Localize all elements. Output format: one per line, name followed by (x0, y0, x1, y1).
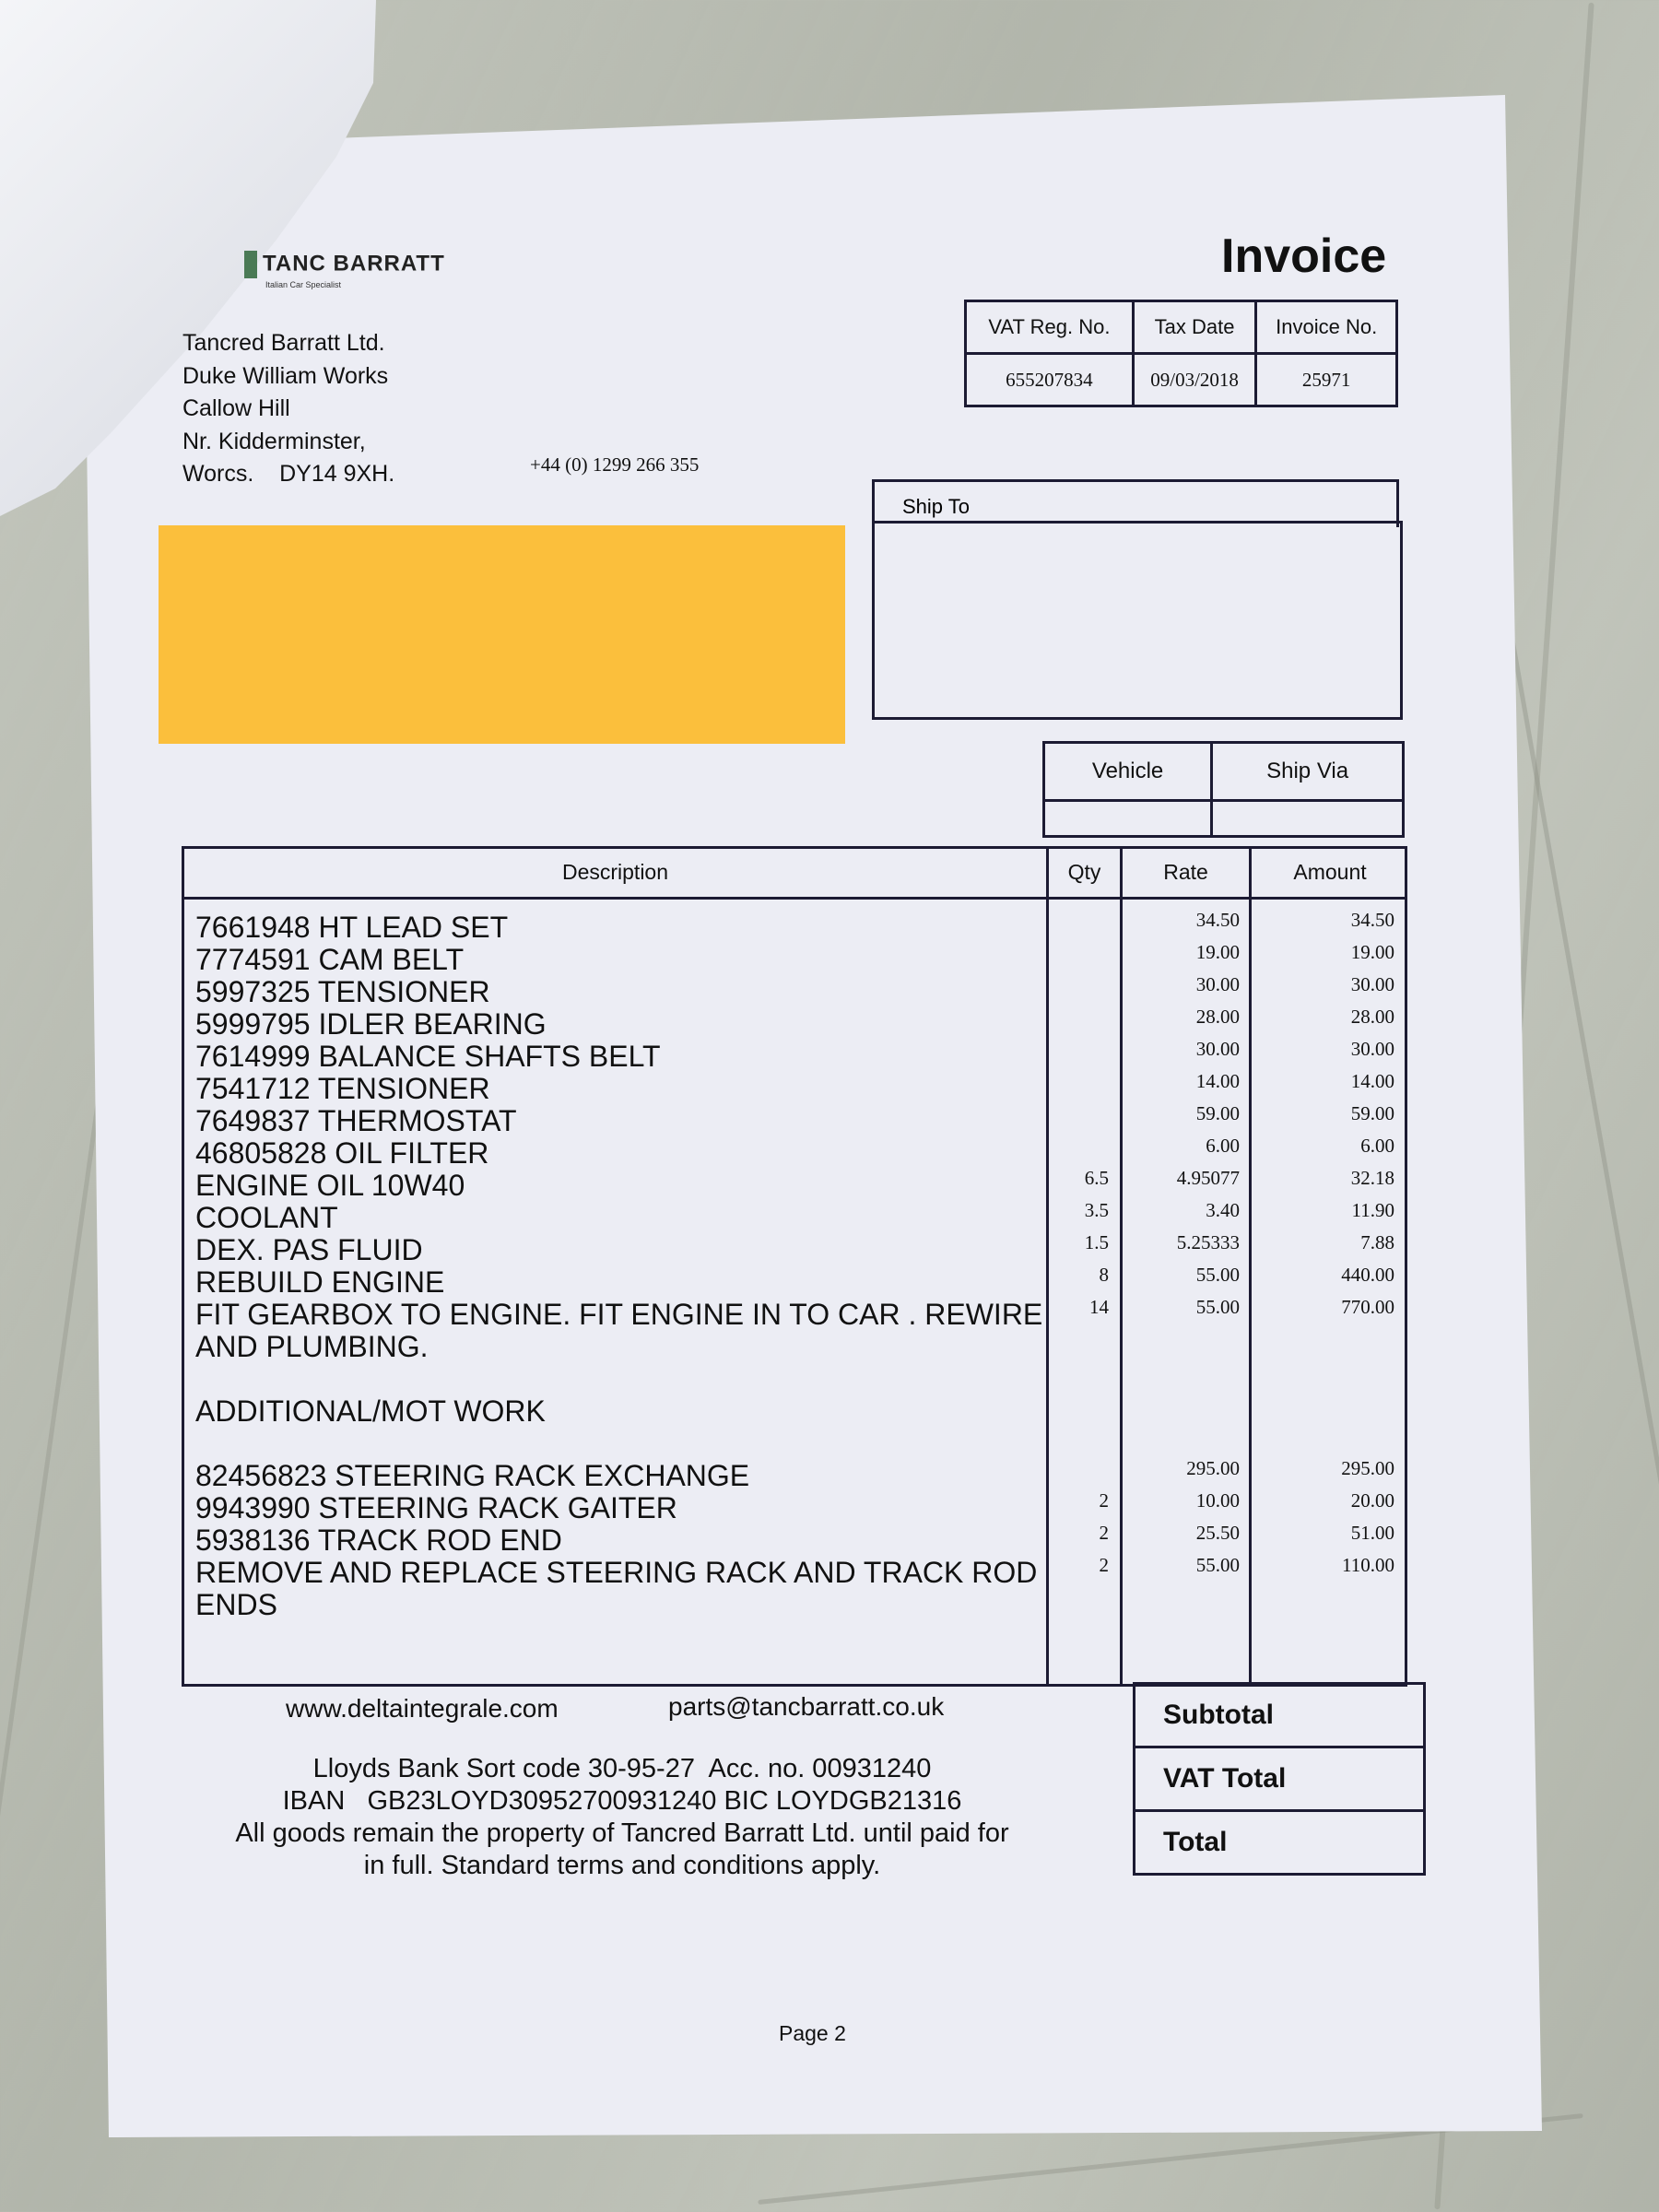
item-rate: 5.25333 (1176, 1231, 1240, 1253)
ship-via-value (1212, 801, 1404, 837)
item-qty (1049, 1065, 1109, 1098)
item-qty (1049, 1453, 1109, 1485)
tax-date-value: 09/03/2018 (1133, 354, 1256, 406)
logo-subtext: Italian Car Specialist (265, 280, 342, 289)
item-amount: 34.50 (1350, 909, 1394, 931)
item-description: 5997325 TENSIONER (195, 975, 490, 1008)
amount-header: Amount (1293, 860, 1367, 884)
item-description: 46805828 OIL FILTER (195, 1136, 489, 1170)
item-rate: 55.00 (1195, 1264, 1240, 1286)
item-qty: 2 (1099, 1522, 1109, 1544)
rate-column (1123, 904, 1240, 1614)
item-amount: 6.00 (1360, 1135, 1394, 1157)
item-qty: 1.5 (1084, 1231, 1109, 1253)
description-column (195, 912, 1043, 1621)
item-rate: 6.00 (1206, 1135, 1240, 1157)
item-description: 7649837 THERMOSTAT (195, 1104, 517, 1137)
company-logo: TANC BARRATT (244, 251, 445, 278)
header-rule (184, 897, 1405, 900)
rate-header: Rate (1163, 860, 1208, 884)
item-qty (1049, 1098, 1109, 1130)
item-description: 7541712 TENSIONER (195, 1072, 490, 1105)
email-link[interactable]: parts@tancbarratt.co.uk (668, 1692, 945, 1721)
totals-table (1133, 1682, 1426, 1876)
total-label: Total (1135, 1811, 1425, 1875)
item-rate: 59.00 (1195, 1102, 1240, 1124)
item-rate: 34.50 (1195, 909, 1240, 931)
item-amount: 51.00 (1350, 1522, 1394, 1544)
document-title: Invoice (1221, 229, 1387, 283)
item-rate: 14.00 (1195, 1070, 1240, 1092)
item-amount: 7.88 (1360, 1231, 1394, 1253)
item-qty: 8 (1099, 1264, 1109, 1286)
ship-to-label: Ship To (872, 479, 1399, 527)
item-qty: 3.5 (1084, 1199, 1109, 1221)
vehicle-label: Vehicle (1044, 743, 1212, 801)
item-description: FIT GEARBOX TO ENGINE. FIT ENGINE IN TO CAR . REWIRE (195, 1298, 1043, 1331)
item-qty (1049, 969, 1109, 1001)
item-amount: 20.00 (1350, 1489, 1394, 1512)
ship-to-box (872, 521, 1403, 720)
invoice-no-value: 25971 (1256, 354, 1397, 406)
item-qty: 14 (1089, 1296, 1109, 1318)
bank-details: Lloyds Bank Sort code 30-95-27 Acc. no. 00931240 IBAN GB23LOYD30952700931240 BIC LOYDGB21316 All goods remain the property of Tancred Barratt Ltd. until paid for in full. Standard terms and conditions apply. (235, 1754, 1009, 1880)
item-qty (1049, 904, 1109, 936)
item-qty: 6.5 (1084, 1167, 1109, 1189)
item-rate (1123, 1324, 1240, 1356)
invoice-meta-table (964, 300, 1398, 407)
line-items-table (182, 846, 1407, 1687)
item-description: COOLANT (195, 1201, 338, 1234)
vat-reg-value: 655207834 (966, 354, 1134, 406)
item-amount (1252, 1356, 1394, 1388)
item-description: ADDITIONAL/MOT WORK (195, 1394, 546, 1428)
item-description (195, 1363, 1043, 1395)
item-description: 9943990 STEERING RACK GAITER (195, 1491, 677, 1524)
company-address: Tancred Barratt Ltd. Duke William Works Callow Hill Nr. Kidderminster, Worcs. DY14 9XH. (182, 330, 395, 487)
item-qty (1049, 1324, 1109, 1356)
item-rate: 30.00 (1195, 973, 1240, 995)
item-description: ENDS (195, 1588, 277, 1621)
item-qty (1049, 1388, 1109, 1420)
item-description: ENGINE OIL 10W40 (195, 1169, 465, 1202)
website-link[interactable]: www.deltaintegrale.com (286, 1694, 559, 1723)
item-rate: 4.95077 (1176, 1167, 1240, 1189)
ship-via-label: Ship Via (1212, 743, 1404, 801)
item-description: 7614999 BALANCE SHAFTS BELT (195, 1040, 661, 1073)
item-rate (1123, 1356, 1240, 1388)
item-rate: 55.00 (1195, 1296, 1240, 1318)
item-amount: 32.18 (1350, 1167, 1394, 1189)
item-amount: 19.00 (1350, 941, 1394, 963)
item-amount: 440.00 (1341, 1264, 1394, 1286)
subtotal-label: Subtotal (1135, 1684, 1425, 1747)
item-amount: 295.00 (1341, 1457, 1394, 1479)
item-amount: 28.00 (1350, 1006, 1394, 1028)
item-description: 82456823 STEERING RACK EXCHANGE (195, 1459, 750, 1492)
vehicle-shipvia-table (1042, 741, 1405, 838)
item-amount (1252, 1582, 1394, 1614)
item-description (195, 1428, 1043, 1460)
item-description: 7661948 HT LEAD SET (195, 911, 509, 944)
vat-total-label: VAT Total (1135, 1747, 1425, 1811)
redacted-bill-to (159, 525, 845, 744)
item-rate: 28.00 (1195, 1006, 1240, 1028)
item-qty (1049, 1033, 1109, 1065)
item-qty (1049, 1130, 1109, 1162)
description-header: Description (561, 860, 669, 884)
item-rate: 30.00 (1195, 1038, 1240, 1060)
item-amount: 11.90 (1351, 1199, 1394, 1221)
item-qty: 2 (1099, 1554, 1109, 1576)
item-rate: 10.00 (1195, 1489, 1240, 1512)
item-description: REMOVE AND REPLACE STEERING RACK AND TRACK ROD (195, 1556, 1038, 1589)
qty-column (1049, 904, 1109, 1614)
item-qty (1049, 1420, 1109, 1453)
company-phone: +44 (0) 1299 266 355 (530, 453, 700, 476)
amount-column (1252, 904, 1394, 1614)
item-rate: 295.00 (1186, 1457, 1240, 1479)
item-amount (1252, 1324, 1394, 1356)
item-rate (1123, 1420, 1240, 1453)
item-description: 5938136 TRACK ROD END (195, 1524, 562, 1557)
item-amount: 30.00 (1350, 973, 1394, 995)
item-rate: 19.00 (1195, 941, 1240, 963)
item-rate (1123, 1388, 1240, 1420)
item-rate (1123, 1582, 1240, 1614)
item-rate: 25.50 (1195, 1522, 1240, 1544)
qty-header: Qty (1067, 860, 1101, 884)
item-amount (1252, 1420, 1394, 1453)
vat-reg-label: VAT Reg. No. (966, 301, 1134, 354)
tax-date-label: Tax Date (1133, 301, 1256, 354)
item-amount: 770.00 (1341, 1296, 1394, 1318)
item-qty (1049, 1001, 1109, 1033)
item-amount: 14.00 (1350, 1070, 1394, 1092)
invoice-no-label: Invoice No. (1256, 301, 1397, 354)
item-description: 7774591 CAM BELT (195, 943, 465, 976)
item-amount: 30.00 (1350, 1038, 1394, 1060)
item-qty: 2 (1099, 1489, 1109, 1512)
item-qty (1049, 1356, 1109, 1388)
item-description: AND PLUMBING. (195, 1330, 429, 1363)
item-qty (1049, 1582, 1109, 1614)
vehicle-value (1044, 801, 1212, 837)
item-description: DEX. PAS FLUID (195, 1233, 423, 1266)
item-amount (1252, 1388, 1394, 1420)
item-amount: 110.00 (1342, 1554, 1394, 1576)
logo-icon (244, 251, 257, 278)
item-amount: 59.00 (1350, 1102, 1394, 1124)
item-description: 5999795 IDLER BEARING (195, 1007, 547, 1041)
item-rate: 55.00 (1195, 1554, 1240, 1576)
item-rate: 3.40 (1206, 1199, 1240, 1221)
page-number: Page 2 (779, 2021, 846, 2045)
item-qty (1049, 936, 1109, 969)
item-description: REBUILD ENGINE (195, 1265, 445, 1299)
